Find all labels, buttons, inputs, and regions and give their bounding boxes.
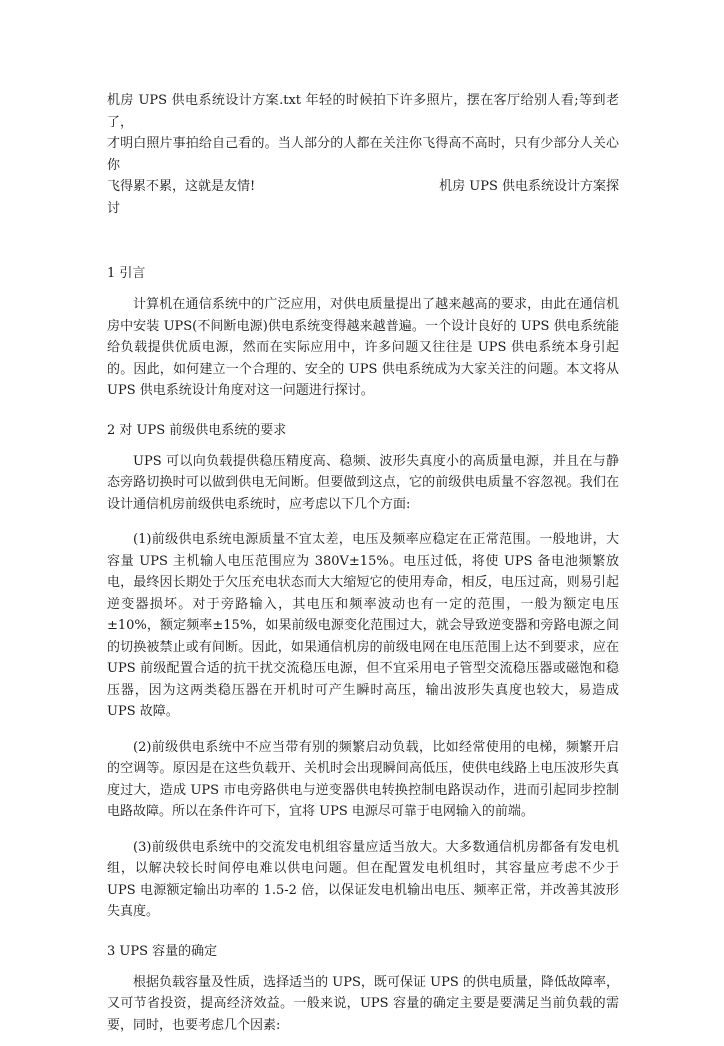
section-heading: 2 对 UPS 前级供电系统的要求 — [107, 422, 287, 438]
document-page — [107, 90, 619, 1046]
paragraph: (3)前级供电系统中的交流发电机组容量应适当放大。大多数通信机房都备有发电机组，以解决较长时间停电难以供电问题。但在配置发电机组时，其容量应考虑不少于 UPS 电源额定输出功率的 1.5-2 倍，以保证发电机输出电压、频率正常，并改善其波形失真度。 — [107, 839, 619, 919]
intro-line: 讨 — [107, 200, 121, 216]
paragraph: 计算机在通信系统中的广泛应用，对供电质量提出了越来越高的要求，由此在通信机房中安装 UPS(不间断电源)供电系统变得越来越普遍。一个设计良好的 UPS 供电系统能给负载提供优质电源，然而在实际应用中，许多问题又往往是 UPS 供电系统本身引起的。因此，如何建立一个合理的、安全的 UPS 供电系统成为大家关注的问题。本文将从 UPS 供电系统设计角度对这一问题进行探讨。 — [107, 297, 619, 398]
document-title-fragment: 机房 UPS 供电系统设计方案探 — [439, 179, 619, 194]
paragraph: (2)前级供电系统中不应当带有别的频繁启动负载，比如经常使用的电梯，频繁开启的空调等。原因是在这些负载开、关机时会出现瞬间高低压，使供电线路上电压波形失真度过大，造成 UPS 市电旁路供电与逆变器供电转换控制电路误动作，进而引起同步控制电路故障。所以在条件许可下，宜将 UPS 电源尽可靠于电网输入的前端。 — [107, 739, 619, 819]
paragraph: UPS 可以向负载提供稳压精度高、稳频、波形失真度小的高质量电源，并且在与静态旁路切换时可以做到供电无间断。但要做到这点，它的前级供电质量不容忽视。我们在设计通信机房前级供电系统时，应考虑以下几个方面: — [107, 453, 619, 512]
paragraph: 根据负载容量及性质，选择适当的 UPS，既可保证 UPS 的供电质量，降低故障率，又可节省投资，提高经济效益。一般来说，UPS 容量的确定主要是要满足当前负载的需要，同时，也要考虑几个因素: — [107, 974, 619, 1033]
section-heading: 3 UPS 容量的确定 — [107, 943, 218, 959]
intro-line: 才明白照片事拍给自己看的。当人部分的人都在关注你飞得高不高时，只有少部分人关心你 — [107, 136, 619, 173]
intro-line — [107, 176, 619, 198]
intro-line: 机房 UPS 供电系统设计方案.txt 年轻的时候拍下许多照片，摆在客厅给别人看;等到老了， — [107, 93, 619, 130]
paragraph: (1)前级供电系统电源质量不宜太差，电压及频率应稳定在正常范围。一般地讲，大容量 UPS 主机输人电压范围应为 380V±15%。电压过低，将使 UPS 备电池频繁放电，最终因长期处于欠压充电状态而大大缩短它的使用寿命，相反，电压过高，则易引起逆变器损坏。对于旁路输入，其电压和频率波动也有一定的范围，一般为额定电压±10%，额定频率±15%，如果前级电源变化范围过大，就会导致逆变器和旁路电源之间的切换被禁止或有间断。因此，如果通信机房的前级电网在电压范围上达不到要求，应在 UPS 前级配置合适的抗干扰交流稳压电源，但不宜采用电子管型交流稳压器或磁饱和稳压器，因为这两类稳压器在开机时可产生瞬时高压，输出波形失真度也较大，易造成 UPS 故障。 — [107, 532, 619, 719]
intro-line-left: 飞得累不累，这就是友情! — [107, 179, 256, 194]
intro-text — [107, 90, 619, 219]
section-heading: 1 引言 — [107, 266, 146, 281]
